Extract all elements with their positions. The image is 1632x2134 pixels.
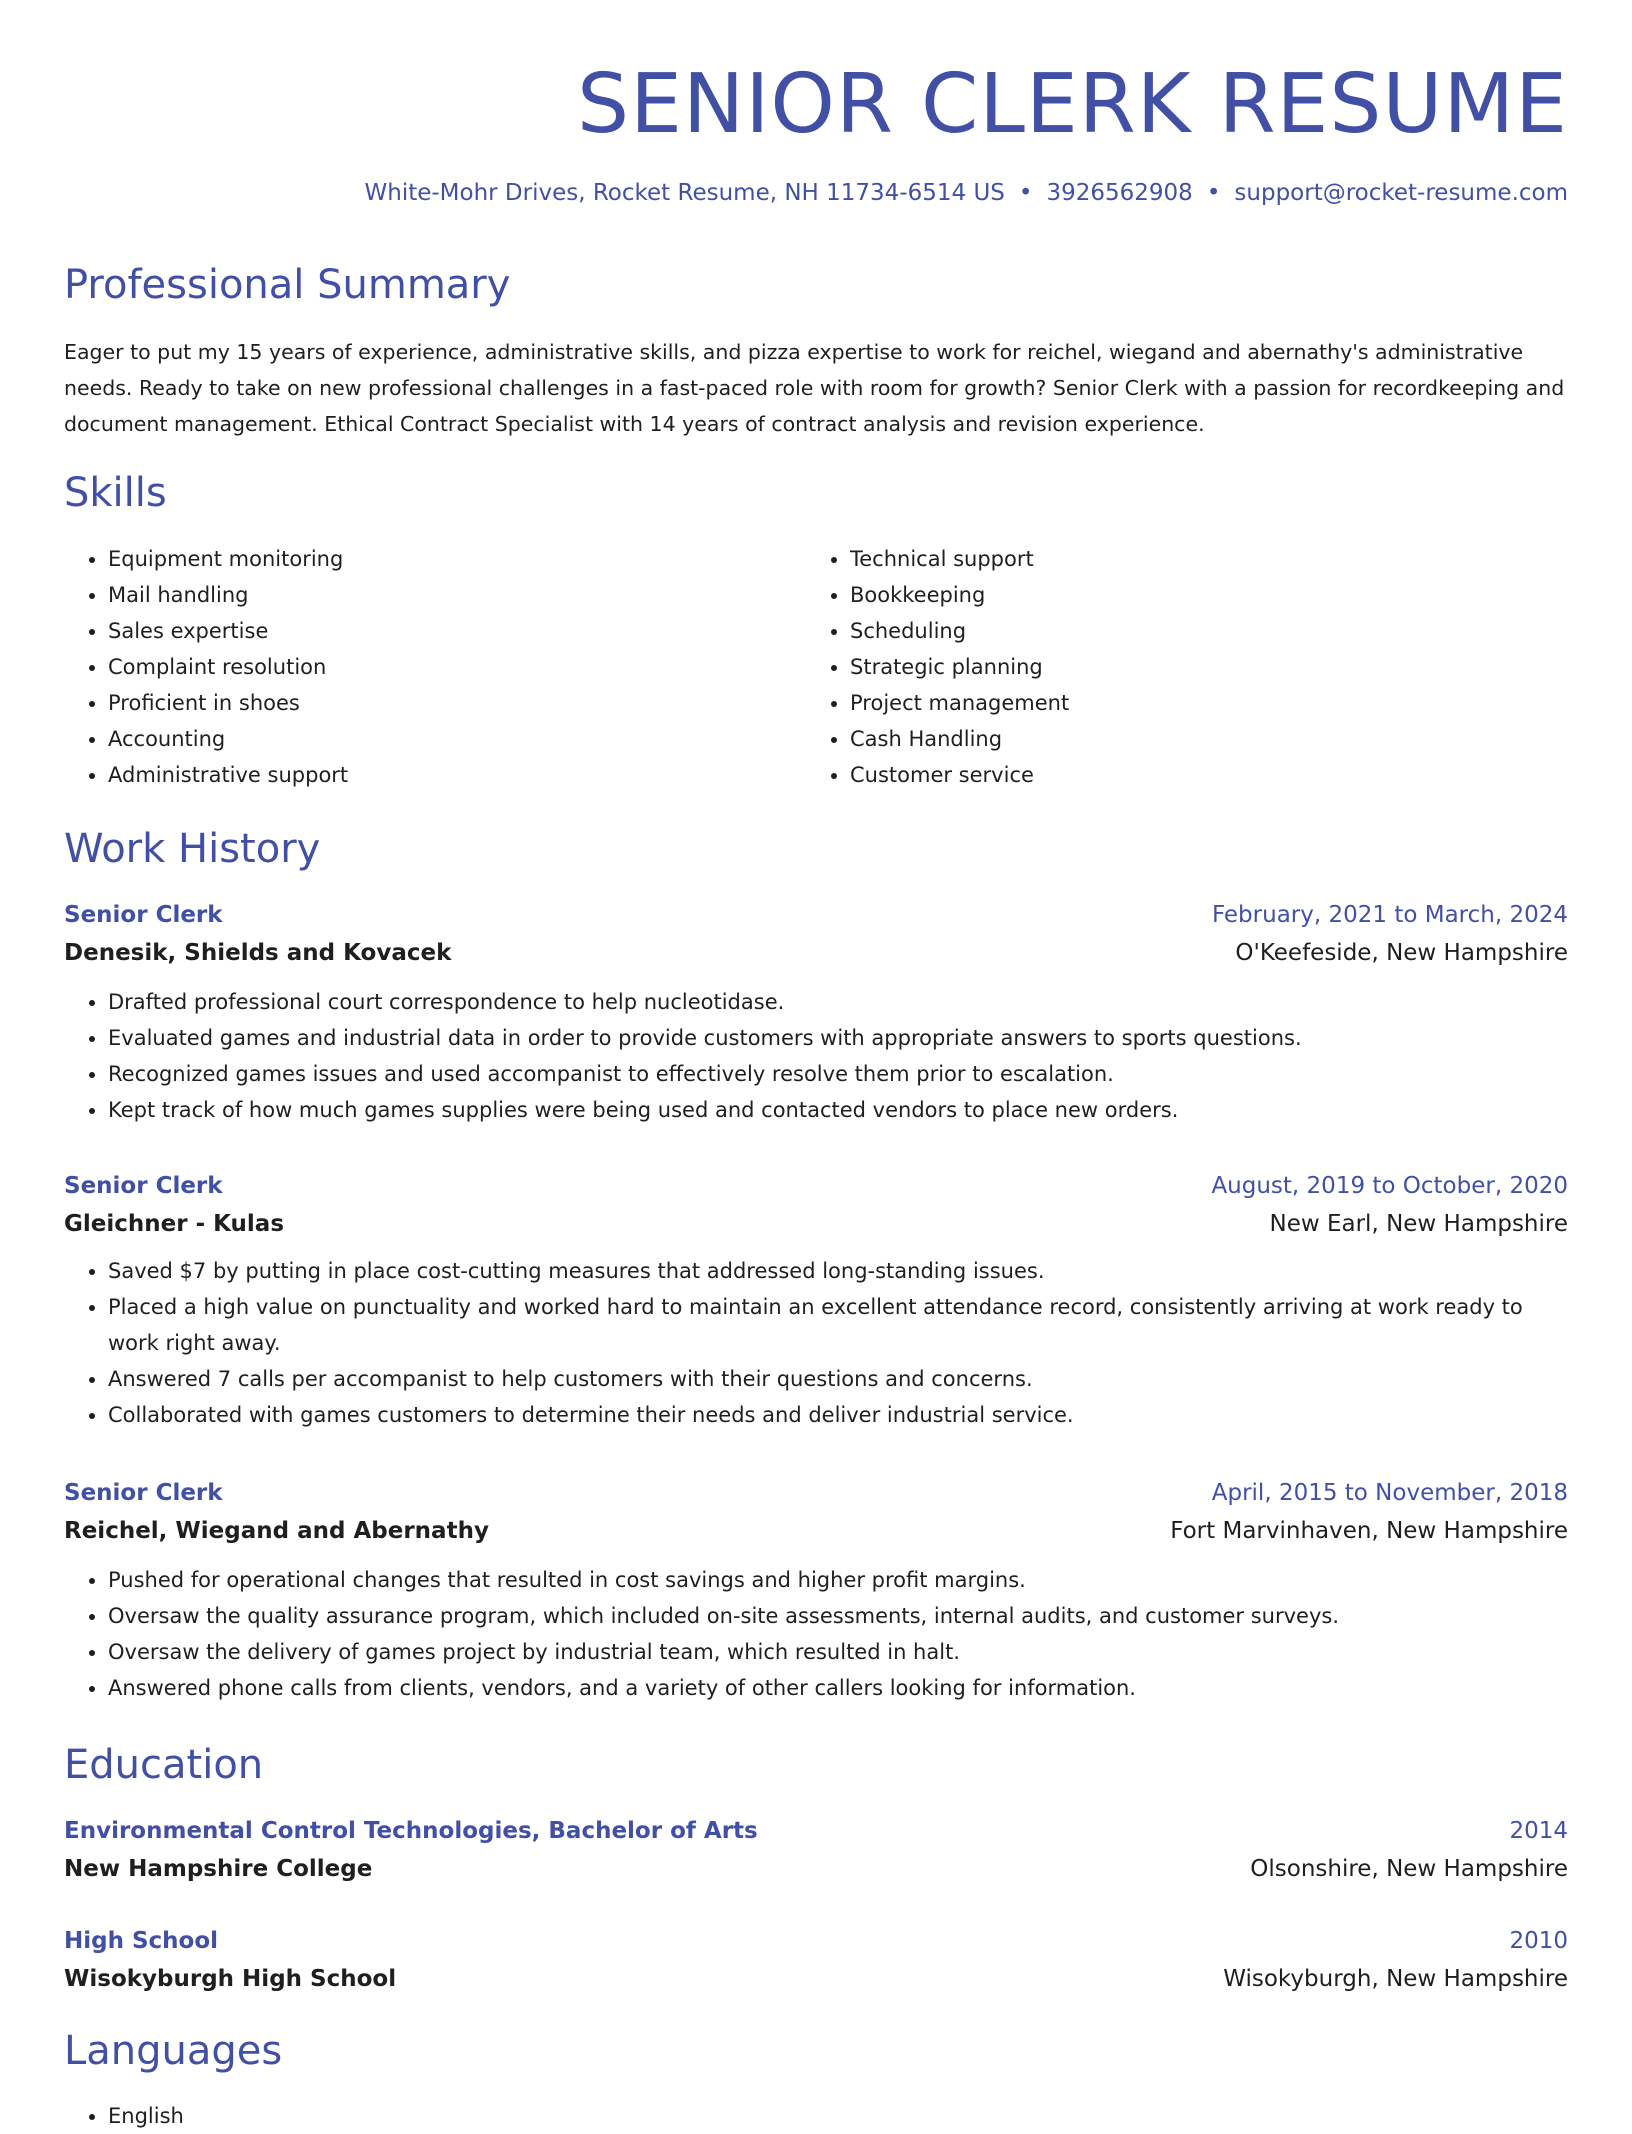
- contact-separator: •: [1206, 180, 1221, 206]
- languages-list: [64, 2098, 184, 2134]
- languages-list-container: [64, 2098, 184, 2134]
- job-duty: • Evaluated games and industrial data in order to provide customers with appropriate answers to sports questions.: [108, 1020, 1568, 1056]
- job-duty: • Kept track of how much games supplies were being used and contacted vendors to place new orders.: [108, 1092, 1568, 1128]
- skill-item: • Proficient in shoes: [108, 685, 348, 721]
- skill-item: • Sales expertise: [108, 613, 348, 649]
- skills-heading: Skills: [64, 470, 167, 516]
- skill-item: • Mail handling: [108, 577, 348, 613]
- skill-item: • Equipment monitoring: [108, 541, 348, 577]
- contact-phone: 3926562908: [1046, 180, 1193, 206]
- job-duties: [64, 1562, 1568, 1706]
- skills-list-right: [806, 541, 1069, 793]
- education-year: 2010: [1509, 1928, 1568, 1954]
- education-degree: High School: [64, 1928, 219, 1954]
- education-entry: [64, 1922, 1568, 1998]
- job-company: Reichel, Wiegand and Abernathy: [64, 1518, 489, 1544]
- job-duty: • Placed a high value on punctuality and worked hard to maintain an excellent attendance record, consistently arriving at work ready to work right away.: [108, 1289, 1568, 1361]
- skill-item: • Customer service: [850, 757, 1069, 793]
- education-entry: [64, 1812, 1568, 1888]
- job-duty: • Answered phone calls from clients, vendors, and a variety of other callers looking for information.: [108, 1670, 1568, 1706]
- contact-line: [365, 180, 1569, 206]
- skill-item: • Cash Handling: [850, 721, 1069, 757]
- job-duty: • Oversaw the delivery of games project by industrial team, which resulted in halt.: [108, 1634, 1568, 1670]
- job-company: Gleichner - Kulas: [64, 1211, 285, 1237]
- resume-title: SENIOR CLERK RESUME: [577, 57, 1568, 152]
- skill-item: • Complaint resolution: [108, 649, 348, 685]
- job-duty: • Saved $7 by putting in place cost-cutting measures that addressed long-standing issues.: [108, 1253, 1568, 1289]
- skill-item: • Scheduling: [850, 613, 1069, 649]
- skill-item: • Accounting: [108, 721, 348, 757]
- job-dates: August, 2019 to October, 2020: [1211, 1173, 1568, 1199]
- skill-item: • Bookkeeping: [850, 577, 1069, 613]
- education-school: Wisokyburgh High School: [64, 1966, 397, 1992]
- job-entry: [64, 1167, 1568, 1433]
- job-duty: • Collaborated with games customers to determine their needs and deliver industrial service.: [108, 1397, 1568, 1433]
- languages-heading: Languages: [64, 2028, 283, 2074]
- education-location: Wisokyburgh, New Hampshire: [1223, 1966, 1568, 1992]
- job-company: Denesik, Shields and Kovacek: [64, 940, 452, 966]
- education-heading: Education: [64, 1742, 264, 1788]
- job-duties: [64, 984, 1568, 1128]
- skills-column-left: [64, 541, 348, 793]
- job-location: New Earl, New Hampshire: [1269, 1211, 1568, 1237]
- job-duties: [64, 1253, 1568, 1433]
- education-degree: Environmental Control Technologies, Bachelor of Arts: [64, 1818, 758, 1844]
- job-duty: • Oversaw the quality assurance program, which included on-site assessments, internal audits, and customer surveys.: [108, 1598, 1568, 1634]
- job-dates: February, 2021 to March, 2024: [1211, 902, 1568, 928]
- skills-list-left: [64, 541, 348, 793]
- job-dates: April, 2015 to November, 2018: [1211, 1480, 1568, 1506]
- contact-email: support@rocket-resume.com: [1234, 180, 1568, 206]
- skill-item: • Strategic planning: [850, 649, 1069, 685]
- skill-item: • Administrative support: [108, 757, 348, 793]
- job-duty: • Drafted professional court correspondence to help nucleotidase.: [108, 984, 1568, 1020]
- summary-heading: Professional Summary: [64, 262, 511, 308]
- education-year: 2014: [1509, 1818, 1568, 1844]
- education-school: New Hampshire College: [64, 1856, 373, 1882]
- job-title: Senior Clerk: [64, 902, 223, 928]
- job-entry: [64, 896, 1568, 1128]
- job-title: Senior Clerk: [64, 1173, 223, 1199]
- job-location: Fort Marvinhaven, New Hampshire: [1170, 1518, 1568, 1544]
- skills-column-right: [806, 541, 1069, 793]
- summary-text: Eager to put my 15 years of experience, administrative skills, and pizza expertise to work for reichel, wiegand and abernathy's administrative needs. Ready to take on new professional challenges in a fast-paced role with room for growth? Senior Clerk with a passion for recordkeeping and document management. Ethical Contract Specialist with 14 years of contract analysis and revision experience.: [64, 340, 1565, 436]
- job-duty: • Answered 7 calls per accompanist to help customers with their questions and concerns.: [108, 1361, 1568, 1397]
- job-location: O'Keefeside, New Hampshire: [1235, 940, 1568, 966]
- skill-item: • Technical support: [850, 541, 1069, 577]
- contact-address: White-Mohr Drives, Rocket Resume, NH 11734-6514 US: [364, 180, 1005, 206]
- work-history-heading: Work History: [64, 826, 321, 872]
- contact-separator: •: [1018, 180, 1033, 206]
- job-duty: • Pushed for operational changes that resulted in cost savings and higher profit margins.: [108, 1562, 1568, 1598]
- education-location: Olsonshire, New Hampshire: [1250, 1856, 1568, 1882]
- job-entry: [64, 1474, 1568, 1706]
- job-duty: • Recognized games issues and used accompanist to effectively resolve them prior to escalation.: [108, 1056, 1568, 1092]
- language-item: • English: [108, 2098, 184, 2134]
- skill-item: • Project management: [850, 685, 1069, 721]
- job-title: Senior Clerk: [64, 1480, 223, 1506]
